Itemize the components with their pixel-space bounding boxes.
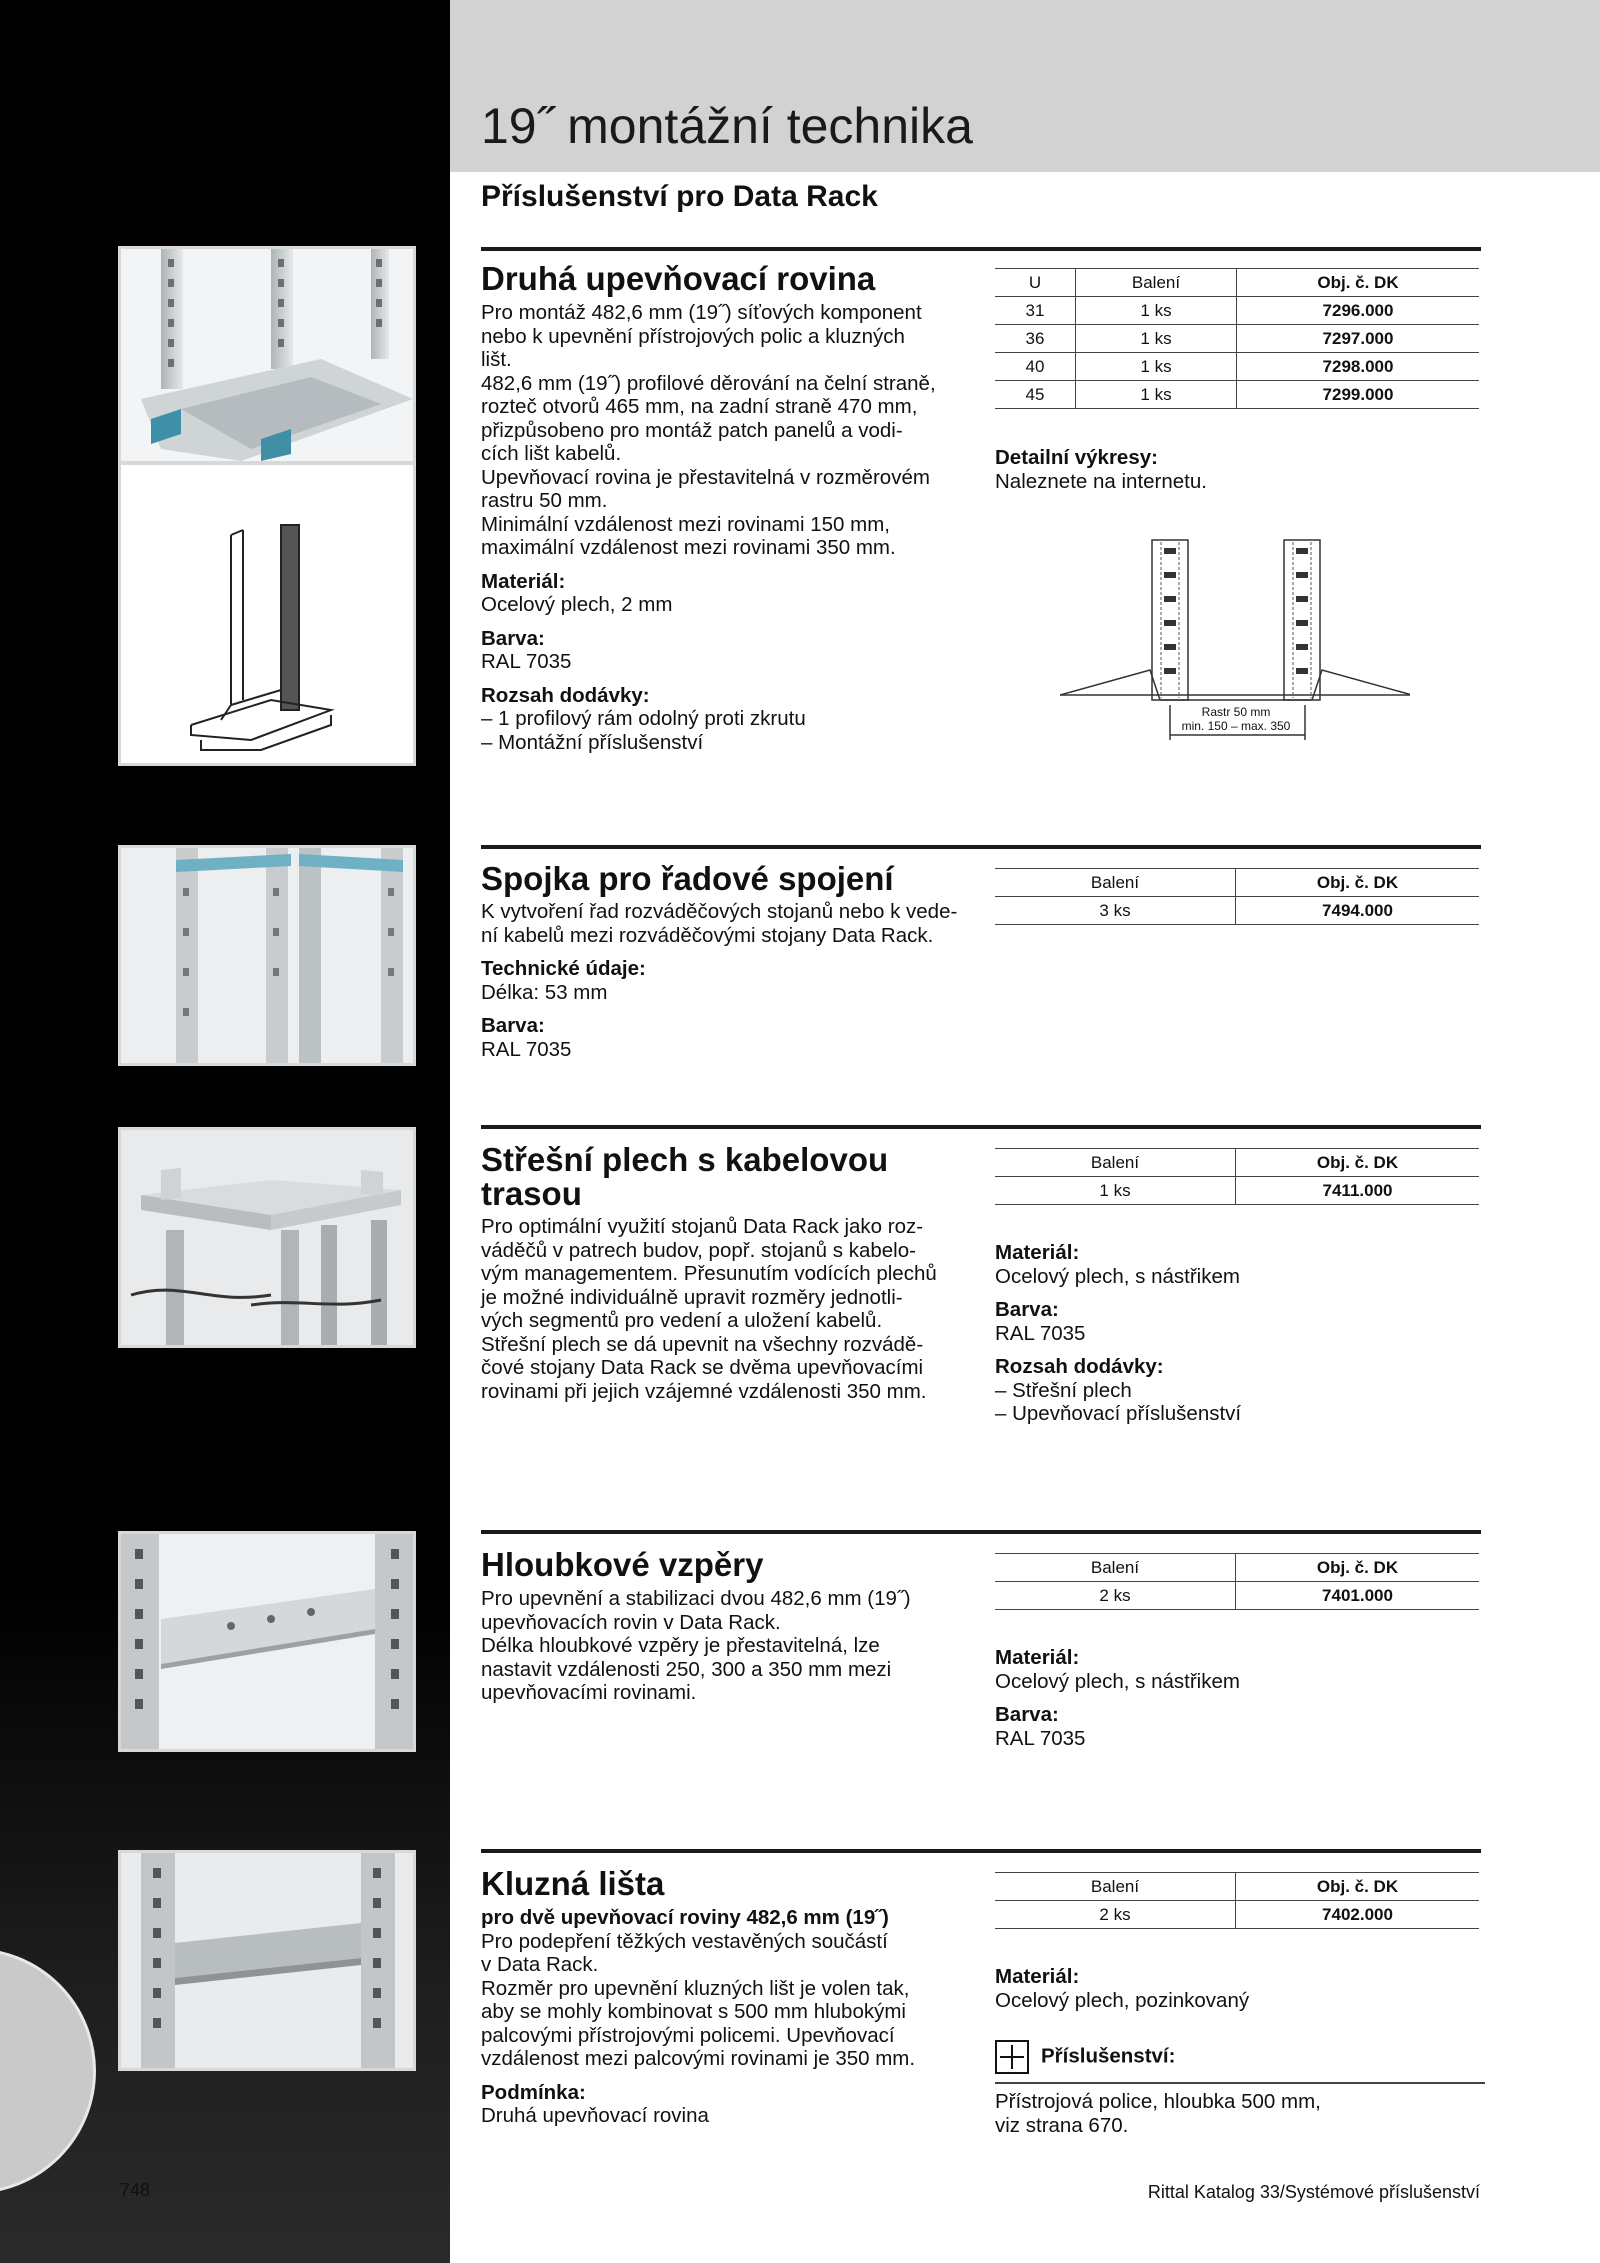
section-rule: [481, 1530, 1481, 1534]
text-line: čové stojany Data Rack se dvěma upevňovacími: [481, 1356, 924, 1379]
material-label: Materiál:: [995, 1965, 1080, 1988]
table-row: [995, 1582, 1479, 1610]
section-title: [481, 1143, 888, 1211]
material-label: Materiál:: [995, 1646, 1080, 1669]
scope-item: – Střešní plech: [995, 1378, 1132, 1402]
table-cell: 1 ks: [1076, 297, 1237, 325]
text-line: ní kabelů mezi rozváděčovými stojany Data Rack.: [481, 923, 934, 947]
color-label: Barva:: [995, 1703, 1059, 1726]
table-cell: 2 ks: [995, 1901, 1236, 1929]
table-cell: 7296.000: [1237, 297, 1480, 325]
table-cell: 7298.000: [1237, 353, 1480, 381]
text-line: vým managementem. Přesunutím vodících plechů: [481, 1262, 937, 1285]
order-table: [995, 868, 1479, 925]
table-cell: 31: [995, 297, 1076, 325]
scope-label: Rozsah dodávky:: [481, 683, 650, 707]
table-header: Balení: [995, 1149, 1236, 1177]
table-cell: 7411.000: [1236, 1177, 1480, 1205]
text-line: přizpůsobeno pro montáž patch panelů a vodi-: [481, 418, 903, 442]
color-label: Barva:: [995, 1298, 1059, 1321]
product-photo-row-connector: [118, 845, 416, 1066]
text-line: rozteč otvorů 465 mm, na zadní straně 470 mm,: [481, 395, 918, 418]
text-line: K vytvoření řad rozváděčových stojanů nebo k vede-: [481, 900, 958, 923]
order-table: [995, 1148, 1479, 1205]
section-title: Kluzná lišta: [481, 1865, 665, 1902]
product-photo-roof-plate: [118, 1127, 416, 1348]
color-label: Barva:: [481, 626, 545, 650]
table-cell: 7401.000: [1236, 1582, 1480, 1610]
drawing-caption-line: min. 150 – max. 350: [1181, 719, 1291, 733]
section-description: [481, 900, 971, 1061]
section-rule: [481, 1849, 1481, 1853]
section-description: [481, 1215, 971, 1403]
condition-label: Podmínka:: [481, 2080, 586, 2104]
text-line: Rozměr pro upevnění kluzných lišt je volen tak,: [481, 1976, 910, 2000]
scope-item: – Montážní příslušenství: [481, 730, 704, 754]
table-row: [995, 297, 1479, 325]
product-photo-slide-rail: [118, 1850, 416, 2071]
product-photo-mounting-frame: [118, 246, 416, 464]
section-subtitle: pro dvě upevňovací roviny 482,6 mm (19˝): [481, 1906, 889, 1929]
text-line: vzdálenost mezi palcovými rovinami je 350 mm.: [481, 2047, 916, 2070]
section-description: [481, 301, 971, 754]
table-cell: 7297.000: [1237, 325, 1480, 353]
text-line: Pro podepření těžkých vestavěných součástí: [481, 1929, 888, 1953]
color-value: RAL 7035: [481, 1037, 572, 1061]
table-header: Balení: [995, 1554, 1236, 1582]
table-cell: 36: [995, 325, 1076, 353]
drawings-value: Naleznete na internetu.: [995, 469, 1207, 493]
color-label: Barva:: [481, 1014, 545, 1037]
tech-label: Technické údaje:: [481, 957, 646, 980]
drawing-caption-line: Rastr 50 mm: [1201, 705, 1271, 719]
material-label: Materiál:: [995, 1241, 1080, 1264]
table-cell: 7402.000: [1236, 1901, 1480, 1929]
table-header: Obj. č. DK: [1236, 1149, 1480, 1177]
tech-value: Délka: 53 mm: [481, 980, 608, 1004]
section-title-line: Střešní plech s kabelovou: [481, 1141, 889, 1178]
table-cell: 7494.000: [1236, 897, 1480, 925]
accessory-heading: [995, 2040, 1485, 2074]
accessory-line: viz strana 670.: [995, 2113, 1129, 2137]
text-line: Délka hloubkové vzpěry je přestavitelná, lze: [481, 1634, 880, 1657]
text-line: Pro upevnění a stabilizaci dvou 482,6 mm (19˝): [481, 1587, 911, 1610]
text-line: upevňovacích rovin v Data Rack.: [481, 1610, 781, 1634]
text-line: Upevňovací rovina je přestavitelná v rozměrovém: [481, 465, 930, 489]
text-line: lišt.: [481, 348, 512, 371]
table-cell: 1 ks: [1076, 381, 1237, 409]
table-cell: 3 ks: [995, 897, 1236, 925]
text-line: v Data Rack.: [481, 1953, 599, 1976]
section-rule: [481, 845, 1481, 849]
scope-label: Rozsah dodávky:: [995, 1355, 1164, 1378]
section-title-line: trasou: [481, 1175, 582, 1212]
accessory-block: [995, 2040, 1485, 2137]
table-header: Obj. č. DK: [1237, 269, 1480, 297]
text-line: rastru 50 mm.: [481, 489, 608, 512]
specs-block: [995, 1965, 1485, 2012]
text-line: vých segmentů pro vedení a uložení kabelů.: [481, 1309, 883, 1332]
drawings-label: Detailní výkresy:: [995, 446, 1158, 469]
accessory-line: Přístrojová police, hloubka 500 mm,: [995, 2090, 1321, 2113]
order-table: [995, 268, 1479, 409]
table-header: U: [995, 269, 1076, 297]
text-line: nastavit vzdálenosti 250, 300 a 350 mm mezi: [481, 1657, 892, 1681]
table-row: [995, 381, 1479, 409]
table-cell: 1 ks: [1076, 325, 1237, 353]
specs-block: [995, 1241, 1485, 1426]
text-line: maximální vzdálenost mezi rovinami 350 mm.: [481, 536, 896, 559]
table-cell: 7299.000: [1237, 381, 1480, 409]
text-line: nebo k upevnění přístrojových polic a kluzných: [481, 324, 905, 348]
table-header: Balení: [995, 1873, 1236, 1901]
technical-drawing: [1060, 530, 1410, 745]
plus-icon: [995, 2040, 1029, 2074]
page-number: 748: [120, 2180, 151, 2200]
table-cell: 1 ks: [995, 1177, 1236, 1205]
table-cell: 1 ks: [1076, 353, 1237, 381]
table-header: Balení: [1076, 269, 1237, 297]
text-line: upevňovacími rovinami.: [481, 1681, 697, 1704]
table-cell: 2 ks: [995, 1582, 1236, 1610]
order-table: [995, 1553, 1479, 1610]
text-line: aby se mohly kombinovat s 500 mm hlubokými: [481, 2000, 906, 2023]
text-line: váděčů v patrech budov, popř. stojanů s kabelo-: [481, 1238, 916, 1262]
table-row: [995, 1901, 1479, 1929]
section-title: Hloubkové vzpěry: [481, 1546, 764, 1583]
text-line: cích lišt kabelů.: [481, 442, 622, 465]
color-value: RAL 7035: [995, 1321, 1086, 1345]
section-description: [481, 1906, 971, 2128]
scope-item: – Upevňovací příslušenství: [995, 1402, 1242, 1425]
table-cell: 45: [995, 381, 1076, 409]
page-title: 19˝ montážní technika: [481, 98, 973, 154]
section-rule: [481, 1125, 1481, 1129]
text-line: rovinami při jejich vzájemné vzdálenosti 350 mm.: [481, 1379, 927, 1403]
material-value: Ocelový plech, s nástřikem: [995, 1264, 1240, 1288]
order-table: [995, 1872, 1479, 1929]
table-row: [995, 1177, 1479, 1205]
text-line: Pro montáž 482,6 mm (19˝) síťových komponent: [481, 301, 922, 324]
table-header: Obj. č. DK: [1236, 1554, 1480, 1582]
table-row: [995, 353, 1479, 381]
text-line: Minimální vzdálenost mezi rovinami 150 mm,: [481, 512, 890, 536]
text-line: Pro optimální využití stojanů Data Rack jako roz-: [481, 1215, 924, 1238]
accessory-label: Příslušenství:: [1041, 2044, 1176, 2068]
material-value: Ocelový plech, s nástřikem: [995, 1669, 1240, 1693]
scope-item: – 1 profilový rám odolný proti zkrutu: [481, 707, 806, 730]
footer-catalog: Rittal Katalog 33/Systémové příslušenství: [1147, 2182, 1480, 2202]
color-value: RAL 7035: [995, 1726, 1086, 1750]
table-cell: 40: [995, 353, 1076, 381]
product-photo-depth-strut: [118, 1531, 416, 1752]
table-header: Balení: [995, 869, 1236, 897]
text-line: Střešní plech se dá upevnit na všechny rozvádě-: [481, 1332, 924, 1356]
section-rule: [481, 247, 1481, 251]
divider: [995, 2082, 1485, 2084]
text-line: je možné individuálně upravit rozměry jednotli-: [481, 1285, 903, 1309]
page-subtitle: Příslušenství pro Data Rack: [481, 180, 878, 213]
table-header: Obj. č. DK: [1236, 1873, 1480, 1901]
drawing-mounting-frame: [118, 462, 416, 766]
table-row: [995, 897, 1479, 925]
drawings-block: [995, 446, 1485, 493]
text-line: palcovými přístrojovými policemi. Upevňovací: [481, 2023, 895, 2047]
color-value: RAL 7035: [481, 650, 572, 673]
section-title: Druhá upevňovací rovina: [481, 260, 876, 297]
material-label: Materiál:: [481, 569, 566, 593]
table-header: Obj. č. DK: [1236, 869, 1480, 897]
section-title: Spojka pro řadové spojení: [481, 860, 894, 897]
specs-block: [995, 1646, 1485, 1750]
table-row: [995, 325, 1479, 353]
material-value: Ocelový plech, 2 mm: [481, 593, 673, 616]
section-description: [481, 1587, 971, 1705]
text-line: 482,6 mm (19˝) profilové děrování na čelní straně,: [481, 371, 936, 395]
condition-value: Druhá upevňovací rovina: [481, 2104, 709, 2127]
material-value: Ocelový plech, pozinkovaný: [995, 1988, 1250, 2012]
